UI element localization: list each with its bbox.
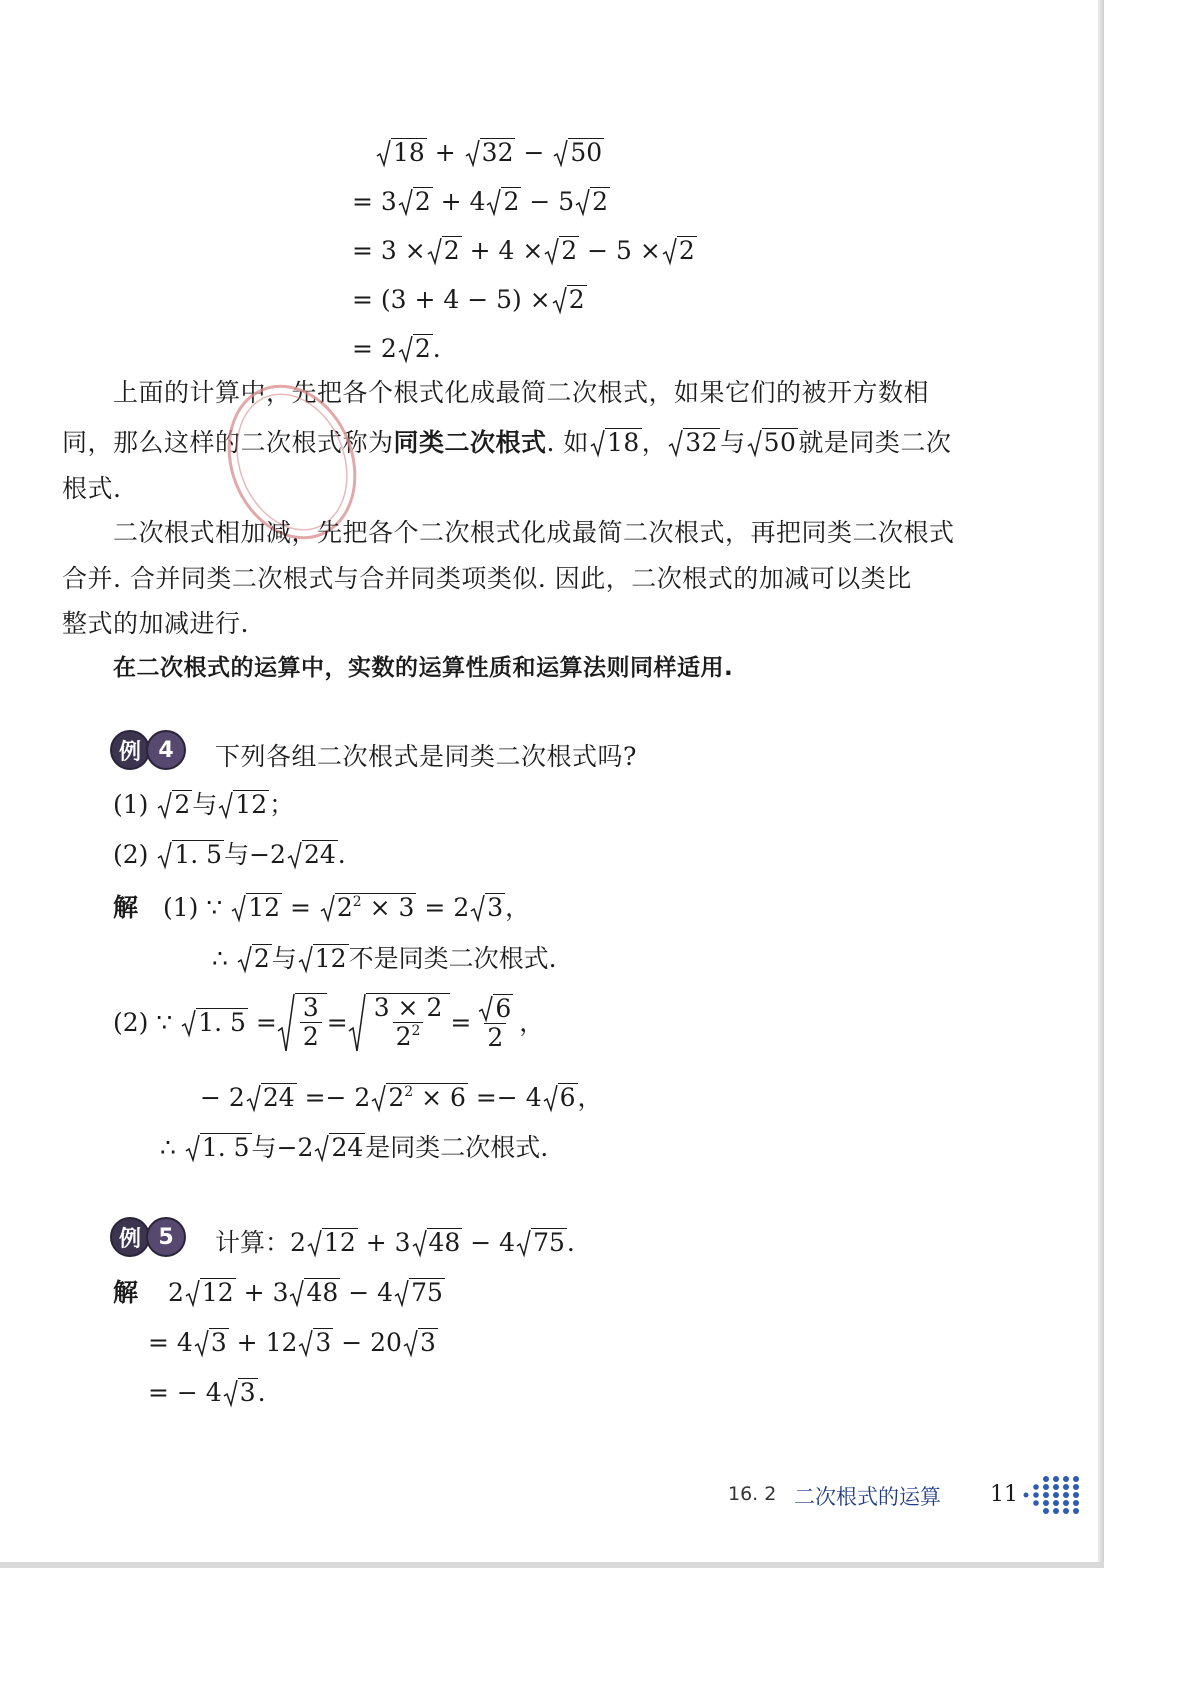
example4-question: 下列各组二次根式是同类二次根式吗?: [215, 742, 637, 771]
example5-badge: [110, 1217, 186, 1257]
rule-statement: 在二次根式的运算中，实数的运算性质和运算法则同样适用.: [113, 655, 734, 681]
example4-badge: [110, 730, 186, 770]
calc-line-4: = (3 + 4 − 5) × 2: [352, 285, 585, 314]
para1-line1: 上面的计算中，先把各个根式化成最简二次根式，如果它们的被开方数相: [113, 378, 930, 407]
example4-s1: (1) ∵ $12 = 2^2 \times 3 = 2$ 3，: [163, 893, 531, 922]
example4-solution-label: 解: [113, 893, 139, 922]
example4-s2: (2) ∵ 1. 5 = $\frac{3}{2}$ = $\frac{3 \times 2}{2^2}$ = $\frac{6}{2}$ ，: [113, 993, 545, 1052]
para2-line1: 二次根式相加减，先把各个二次根式化成最简二次根式，再把同类二次根式: [113, 518, 955, 547]
calc-line-2: = 3 2 + 4 2 − 5 2: [352, 187, 609, 216]
sqrt: 18: [376, 138, 427, 168]
page-number: 11: [990, 1482, 1018, 1507]
sqrt-fraction-2: $\frac{3 \times 2}{2^2}$: [348, 993, 451, 1053]
example-number: 4: [146, 730, 186, 770]
example4-s2-conclusion: ∴ 1. 5与−2 24是同类二次根式.: [160, 1133, 549, 1162]
calc-line-3: = 3 × 2 + 4 × 2 − 5 × 2: [352, 236, 695, 265]
calc-line-1: 18 + 32 − 50: [375, 138, 604, 168]
example5-question: 计算：2 12 + 3 48 − 4 75.: [215, 1228, 575, 1257]
para1-line2: 同，那么这样的二次根式称为同类二次根式. 如 18， 32与 50就是同类二次: [62, 428, 952, 457]
sqrt-fraction-1: $\frac{3}{2}$: [277, 993, 327, 1053]
example-label: 例: [110, 730, 150, 770]
example5-s1: 2 12 + 3 48 − 4 75: [168, 1278, 443, 1307]
example4-s2-line2: − 2 24 =− 2 $2^2 \times 6 =- 4$ 6，: [200, 1083, 603, 1112]
calc-line-5: = 2 2.: [352, 334, 441, 363]
example5-solution-label: 解: [113, 1278, 139, 1307]
para1-line3: 根式.: [62, 474, 122, 503]
example-number: 5: [146, 1217, 186, 1257]
decorative-dots-icon: [1022, 1472, 1084, 1518]
example4-q1: (1) 2与 12；: [113, 790, 295, 819]
footer-section-number: 16. 2: [728, 1483, 777, 1505]
footer-section-title: 二次根式的运算: [794, 1485, 941, 1509]
para2-line3: 整式的加减进行.: [62, 609, 249, 638]
example4-q2: (2) 1. 5与−2 24.: [113, 840, 346, 869]
example-label: 例: [110, 1217, 150, 1257]
para2-line2: 合并. 合并同类二次根式与合并同类项类似. 因此，二次根式的加减可以类比: [62, 564, 912, 593]
example5-s2: = 4 3 + 12 3 − 20 3: [148, 1328, 436, 1357]
example5-s3: = − 4 3.: [148, 1378, 266, 1407]
page-edge-bottom: [0, 1562, 1104, 1568]
fraction-3: $\frac{6}{2}$: [474, 994, 516, 1052]
page-edge: [1098, 0, 1104, 1568]
term-like-radicals: 同类二次根式: [393, 428, 547, 457]
example4-s1-conclusion: ∴ 2与 12不是同类二次根式.: [212, 944, 557, 973]
